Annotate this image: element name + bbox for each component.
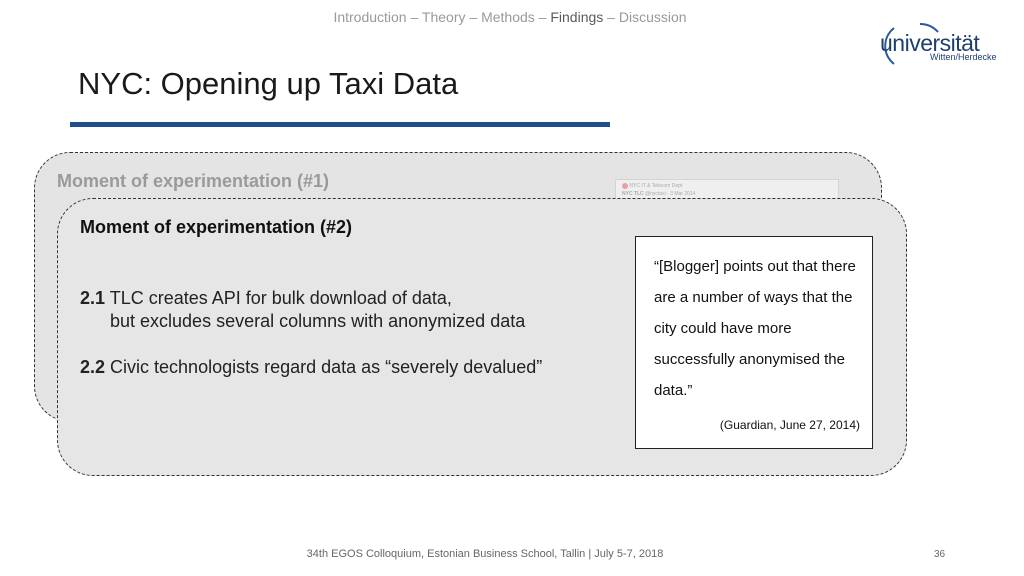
nav-discussion: Discussion xyxy=(618,9,687,25)
card2-title: Moment of experimentation (#2) xyxy=(80,217,353,237)
nav-introduction: Introduction xyxy=(333,9,407,25)
quote-box xyxy=(635,236,873,449)
nav-separator: – xyxy=(406,9,422,25)
card1-title: Moment of experimentation (#1) xyxy=(57,171,330,191)
quote-text: “[Blogger] points out that there are a number of ways that the city could have more successfully anonymised the data.” xyxy=(654,258,856,399)
nav-methods: Methods xyxy=(481,9,535,25)
nav-separator: – xyxy=(603,9,619,25)
point-2-2-text: Civic technologists regard data as “severely devalued” xyxy=(105,357,543,377)
point-2-1 xyxy=(80,287,525,333)
logo-subtitle: Witten/Herdecke xyxy=(930,52,997,62)
page-title: NYC: Opening up Taxi Data xyxy=(78,66,459,101)
tweet-avatar-icon xyxy=(622,183,628,189)
point-2-2 xyxy=(80,356,542,379)
nav-theory: Theory xyxy=(421,9,466,25)
point-2-2-number: 2.2 xyxy=(80,357,106,377)
title-underline xyxy=(70,122,610,127)
point-2-1-number: 2.1 xyxy=(80,288,106,308)
point-2-1-line1: TLC creates API for bulk download of data, xyxy=(105,288,452,308)
experiment-card-2 xyxy=(57,198,907,476)
tweet-handle: NYC TLC xyxy=(622,191,644,197)
nav-findings: Findings xyxy=(550,9,604,25)
footer-text: 34th EGOS Colloquium, Estonian Business School, Tallin | July 5-7, 2018 xyxy=(306,548,664,560)
nav-separator: – xyxy=(534,9,551,25)
page-number: 36 xyxy=(934,549,946,560)
nav-separator: – xyxy=(465,9,482,25)
tweet-date: @nyctaxi · 3 Mar 2014 xyxy=(645,191,696,197)
section-nav xyxy=(0,9,1020,25)
logo-wordmark: universität xyxy=(880,30,980,56)
quote-source: (Guardian, June 27, 2014) xyxy=(719,418,860,432)
tweet-header: NYC IT & Telecom Dept xyxy=(629,183,683,189)
point-2-1-line2: but excludes several columns with anonymized data xyxy=(110,311,526,331)
